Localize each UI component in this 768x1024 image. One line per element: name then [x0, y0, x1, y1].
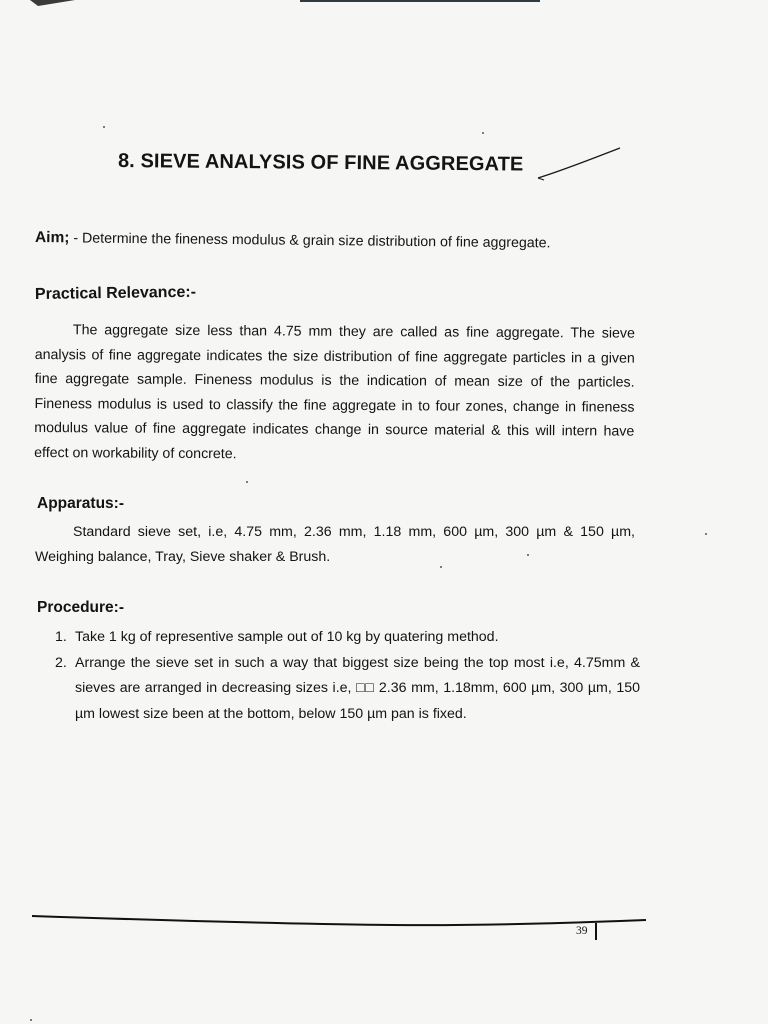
- practical-relevance-heading: Practical Relevance:-: [34, 283, 197, 303]
- scan-edge-top: [0, 0, 768, 8]
- practical-relevance-paragraph: The aggregate size less than 4.75 mm they are called as fine aggregate. The sieve analysis of fine aggregate indicates the size distribution of fine aggregate particles in a given fine aggregate sample. Fineness modulus is the indication of mean size of the particles. Fineness modulus is used to classify the fine aggregate in to four zones, change in fineness modulus value of fine aggregate indicates change in source material & this will intern have effect on workability of concrete.: [34, 322, 635, 463]
- step-text: Arrange the sieve set in such a way that biggest size being the top most i.e, 4.75mm & sieves are arranged in decreasing sizes i.e, □□ 2.36 mm, 1.18mm, 600 µm, 300 µm, 150 µm lowest size been at the bottom, below 150 µm pan is fixed.: [75, 654, 640, 722]
- aim-label: Aim;: [34, 229, 70, 247]
- step-number: 2.: [55, 654, 67, 671]
- procedure-heading: Procedure:-: [37, 599, 124, 616]
- scan-speck: [30, 1019, 32, 1021]
- procedure-step: [0, 625, 640, 651]
- procedure-step: [0, 651, 640, 728]
- page-title: 8. SIEVE ANALYSIS OF FINE AGGREGATE: [117, 150, 524, 176]
- scan-speck: [527, 554, 529, 556]
- title-pen-stroke: [534, 144, 624, 186]
- scan-speck: [103, 126, 105, 128]
- footer-rule: [32, 912, 648, 932]
- apparatus-paragraph: Standard sieve set, i.e, 4.75 mm, 2.36 mm, 1.18 mm, 600 µm, 300 µm & 150 µm, Weighing balance, Tray, Sieve shaker & Brush.: [35, 524, 635, 565]
- scan-speck: [246, 481, 248, 483]
- page-number: 39: [576, 925, 588, 937]
- aim-line: [35, 229, 551, 252]
- step-number: 1.: [55, 629, 67, 645]
- page-number-bar: [595, 923, 597, 940]
- scan-speck: [440, 566, 442, 568]
- procedure-list: [0, 625, 640, 727]
- scan-speck: [482, 132, 484, 134]
- step-text: Take 1 kg of representive sample out of 10 kg by quatering method.: [75, 629, 499, 645]
- scan-speck: [705, 533, 707, 535]
- apparatus-heading: Apparatus:-: [37, 495, 124, 512]
- aim-text: - Determine the fineness modulus & grain size distribution of fine aggregate.: [69, 230, 551, 252]
